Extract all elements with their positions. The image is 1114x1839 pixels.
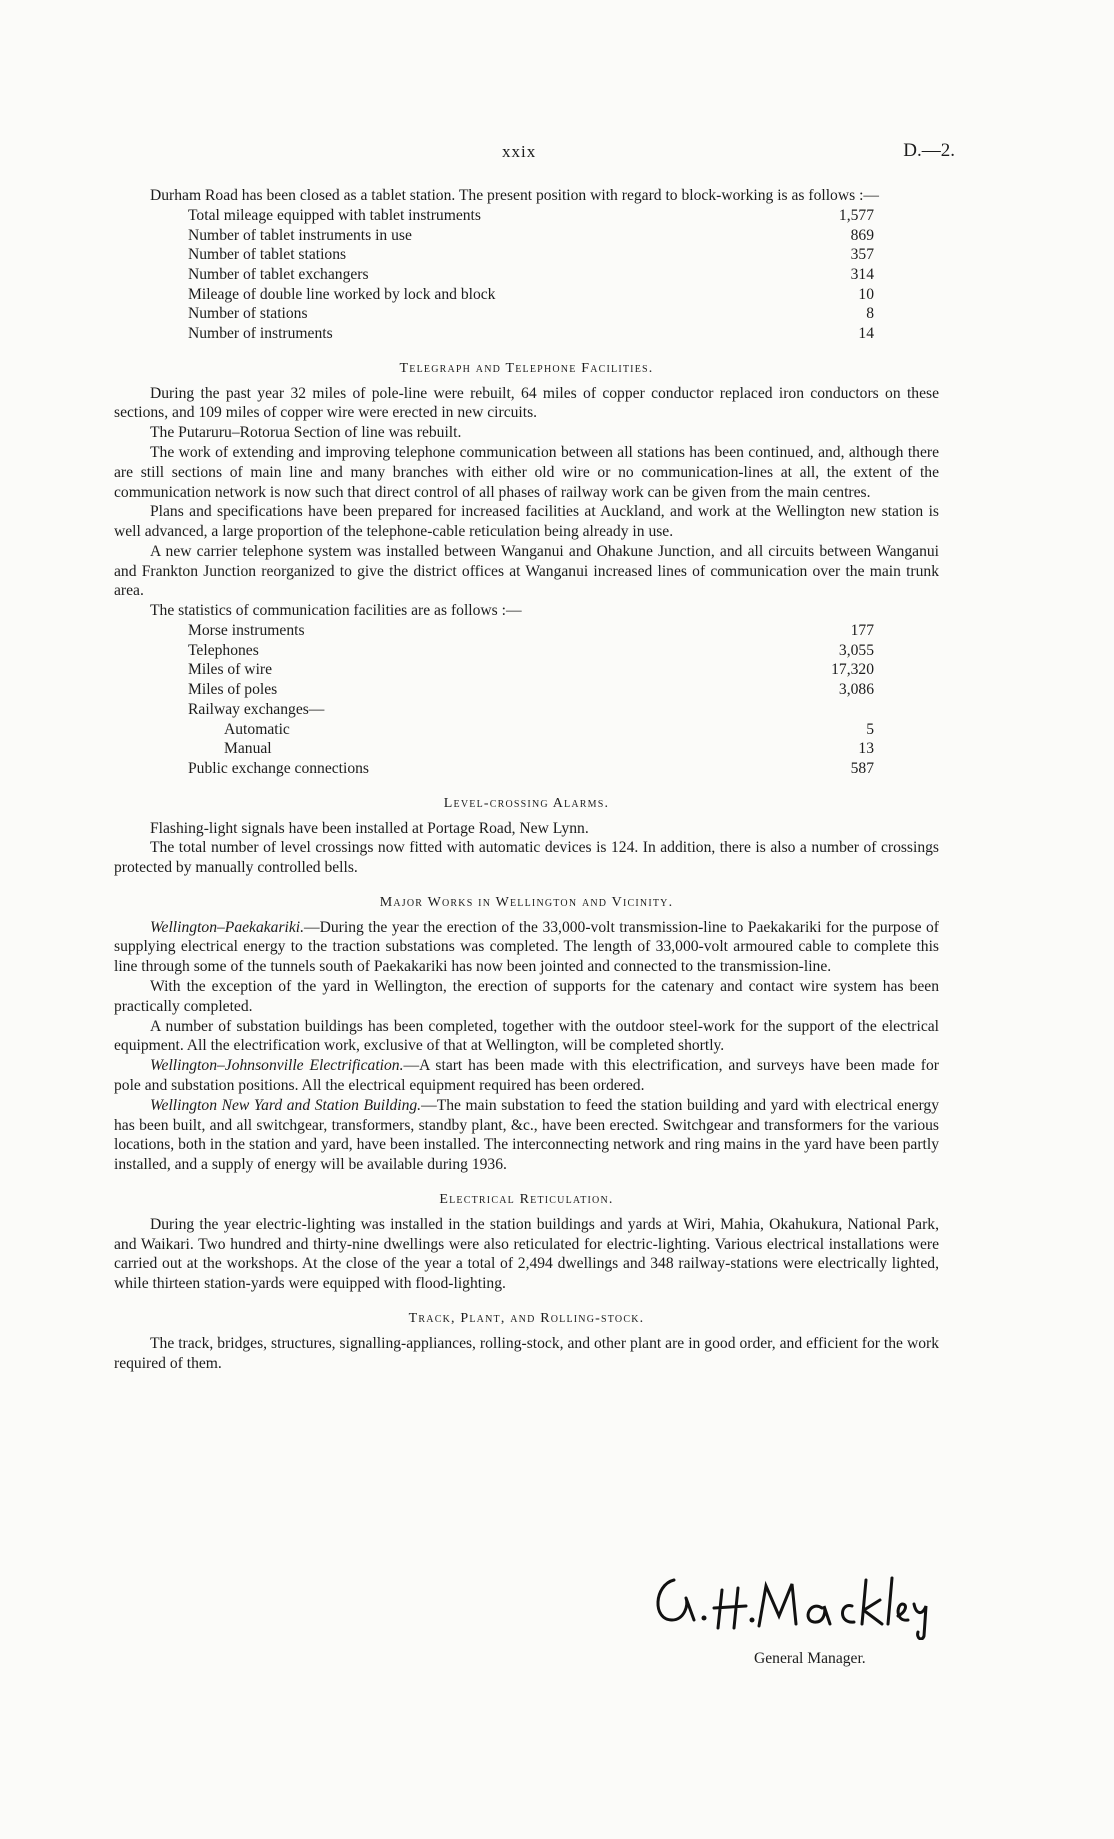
stat-value: 314 bbox=[850, 265, 874, 283]
paragraph: With the exception of the yard in Wellington, the erection of supports for the catenary and contact wire system has been practically completed. bbox=[114, 978, 939, 1015]
stat-value: 8 bbox=[866, 305, 874, 323]
intro-paragraph: Durham Road has been closed as a tablet station. The present position with regard to block-working is as follows :— bbox=[150, 187, 880, 204]
paragraph: During the past year 32 miles of pole-line were rebuilt, 64 miles of copper conductor replaced iron conductors on these sections, and 109 miles of copper wire were erected in new circuits. bbox=[114, 384, 939, 422]
stat-value: 17,320 bbox=[831, 661, 874, 679]
stat-value: 357 bbox=[850, 246, 874, 264]
paragraph: The statistics of communication facilities are as follows :— bbox=[150, 602, 522, 620]
section-heading-track: Track, Plant, and Rolling-stock. bbox=[408, 1311, 645, 1327]
stat-label: Number of stations bbox=[188, 305, 308, 323]
section-heading-level-crossing: Level-crossing Alarms. bbox=[443, 795, 610, 811]
stat-label: Miles of poles bbox=[188, 681, 278, 699]
table-row bbox=[188, 324, 874, 344]
table-row bbox=[188, 206, 874, 226]
stat-value: 869 bbox=[850, 226, 874, 244]
page-header bbox=[114, 140, 955, 166]
table-row bbox=[188, 660, 874, 680]
paragraph: The Putaruru–Rotorua Section of line was rebuilt. bbox=[150, 424, 462, 442]
paragraph: Plans and specifications have been prepared for increased facilities at Auckland, and work at the Wellington new station is well advanced, a large proportion of the telephone-cable reticulation being already in use. bbox=[114, 503, 939, 541]
paragraph-text: —The main substation to feed the station building and yard with electrical energy has been built, and all switchgear, transformers, standby plant, &c., have been erected. Switchgear and transformers for the various locations, both in the station and yard, have been installed. The interconnecting network and ring mains in the yard have been partly installed, and a supply of energy will be available during 1936. bbox=[114, 1096, 939, 1174]
paragraph: Flashing-light signals have been installed at Portage Road, New Lynn. bbox=[150, 819, 589, 837]
stat-value: 1,577 bbox=[838, 206, 874, 224]
paragraph-text: —A start has been made with this electrification, and surveys have been made for pole and substation positions. All the electrical equipment required has been ordered. bbox=[114, 1057, 939, 1095]
stat-label: Manual bbox=[224, 740, 272, 758]
stat-label: Telephones bbox=[188, 641, 259, 659]
tablet-stats-table bbox=[188, 206, 874, 344]
section-heading-major-works: Major Works in Wellington and Vicinity. bbox=[379, 894, 674, 910]
paragraph: A number of substation buildings has been completed, together with the outdoor steel-work for the support of the electrical equipment. All the electrification work, exclusive of that at Wellington, will be completed shortly. bbox=[114, 1017, 939, 1055]
stat-label: Miles of wire bbox=[188, 661, 273, 679]
stat-label: Automatic bbox=[224, 720, 290, 738]
communication-stats-table bbox=[188, 621, 874, 779]
stat-label: Total mileage equipped with tablet instruments bbox=[188, 206, 481, 224]
table-row bbox=[188, 720, 874, 740]
section-heading-electrical: Electrical Reticulation. bbox=[439, 1192, 614, 1208]
stat-label: Morse instruments bbox=[188, 622, 305, 640]
stat-label: Public exchange connections bbox=[188, 760, 370, 777]
table-row bbox=[188, 304, 874, 324]
stat-value: 177 bbox=[850, 622, 874, 640]
page-body bbox=[114, 186, 939, 1373]
table-row bbox=[188, 621, 874, 641]
paragraph-title: Wellington–Paekakariki. bbox=[150, 918, 305, 936]
stat-value: 13 bbox=[858, 740, 874, 758]
paragraph: The total number of level crossings now fitted with automatic devices is 124. In addition, there is also a number of crossings protected by manually controlled bells. bbox=[114, 839, 939, 877]
paragraph-title: Wellington–Johnsonville Electrification. bbox=[150, 1057, 404, 1075]
table-row bbox=[188, 680, 874, 700]
paragraph: During the year electric-lighting was installed in the station buildings and yards at Wiri, Mahia, Okahukura, National Park, and Waikari. Two hundred and thirty-nine dwellings were also reticulated for electric-lighting. Various electrical installations were carried out at the workshops. At the close of the year a total of 2,494 dwellings and 348 railway-stations were electrically lighted, while thirteen station-yards were equipped with flood-lighting. bbox=[114, 1215, 939, 1293]
paragraph: A new carrier telephone system was installed between Wanganui and Ohakune Junction, and all circuits between Wanganui and Frankton Junction reorganized to give the district offices at Wanganui increased lines of communication over the main trunk area. bbox=[114, 542, 939, 600]
paragraph: The track, bridges, structures, signalling-appliances, rolling-stock, and other plant are in good order, and efficient for the work required of them. bbox=[114, 1334, 939, 1372]
table-row bbox=[188, 759, 874, 779]
table-row bbox=[188, 285, 874, 305]
paragraph bbox=[114, 918, 939, 977]
paragraph bbox=[114, 1056, 939, 1096]
table-row bbox=[188, 245, 874, 265]
table-row bbox=[188, 739, 874, 759]
section-heading-telegraph: Telegraph and Telephone Facilities. bbox=[399, 360, 654, 376]
stat-value: 587 bbox=[850, 760, 874, 777]
table-row bbox=[188, 641, 874, 661]
stat-value: 14 bbox=[858, 325, 874, 343]
stat-label: Number of tablet stations bbox=[188, 246, 347, 264]
stat-label: Number of tablet exchangers bbox=[188, 265, 369, 283]
signatory-title: General Manager. bbox=[754, 1650, 866, 1667]
stat-label: Number of tablet instruments in use bbox=[188, 226, 412, 244]
paragraph: The work of extending and improving telephone communication between all stations has been continued, and, although there are still sections of main line and many branches with either old wire or no communication-lines at all, the extent of the communication network is now such that direct control of all phases of railway work can be given from the main centres. bbox=[114, 443, 939, 501]
paragraph bbox=[114, 1096, 939, 1175]
stat-value: 3,055 bbox=[838, 641, 874, 659]
stat-value: 5 bbox=[866, 720, 874, 738]
page-number: xxix bbox=[502, 142, 537, 161]
paragraph-title: Wellington New Yard and Station Building. bbox=[150, 1096, 422, 1114]
stat-label: Mileage of double line worked by lock and block bbox=[188, 285, 496, 303]
paragraph-text: —During the year the erection of the 33,000-volt transmission-line to Paekakariki for the purpose of supplying electrical energy to the traction substations was completed. The length of 33,000-volt armoured cable to complete this line through some of the tunnels south of Paekakariki has now been jointed and connected to the transmission-line. bbox=[114, 918, 939, 976]
signature-image bbox=[634, 1550, 934, 1640]
document-reference: D.—2. bbox=[903, 140, 955, 161]
stat-label: Number of instruments bbox=[188, 325, 333, 343]
stat-value: 10 bbox=[858, 285, 874, 303]
table-row bbox=[188, 700, 874, 720]
table-row bbox=[188, 265, 874, 285]
table-row bbox=[188, 226, 874, 246]
stat-group-label: Railway exchanges— bbox=[188, 700, 325, 718]
stat-value: 3,086 bbox=[838, 681, 874, 699]
